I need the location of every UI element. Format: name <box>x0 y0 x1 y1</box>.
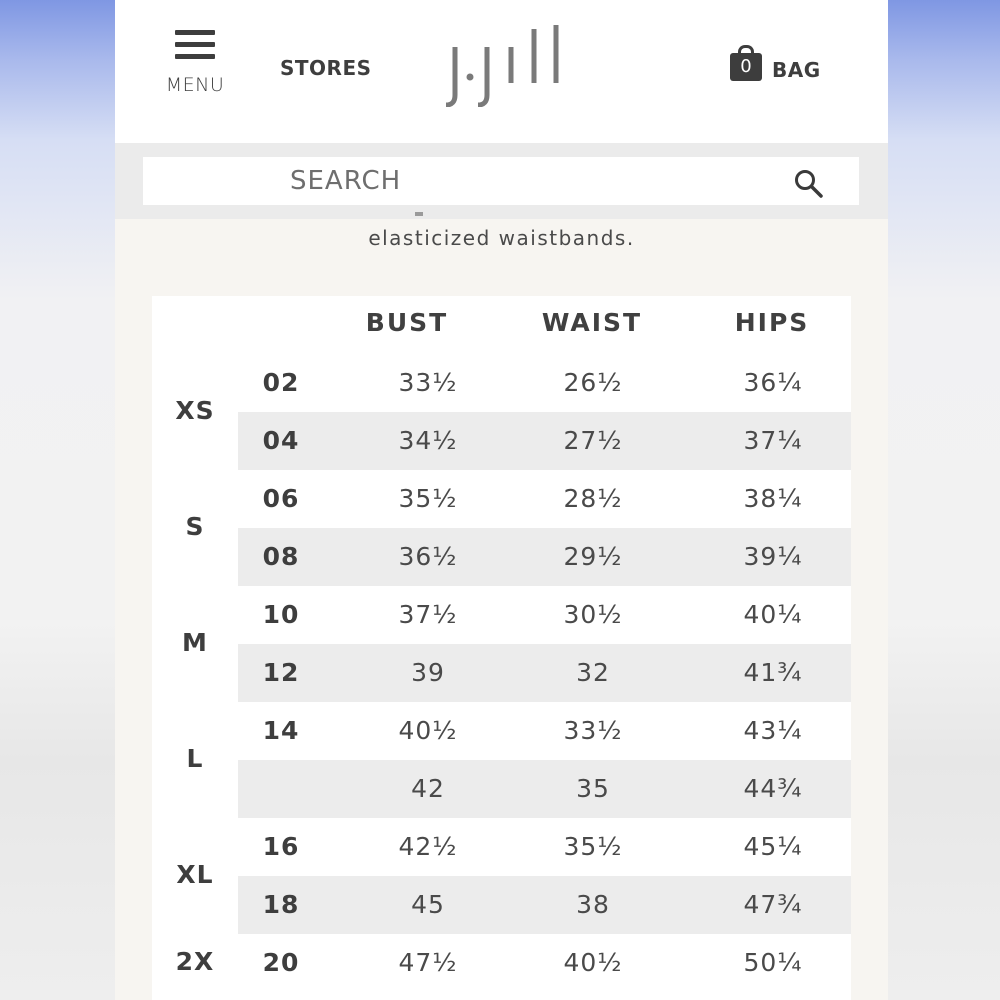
size-cell: 10 <box>262 600 300 629</box>
table-row <box>238 702 851 760</box>
hips-cell: 45¼ <box>743 832 803 861</box>
bag-icon <box>730 45 762 81</box>
waist-cell: 33½ <box>563 716 623 745</box>
size-cell <box>238 760 324 818</box>
size-cell: 04 <box>262 426 300 455</box>
bust-cell: 39 <box>411 658 445 687</box>
waist-cell: 32 <box>576 658 610 687</box>
size-cell: 14 <box>262 716 300 745</box>
table-row <box>238 876 851 934</box>
bag-label: BAG <box>772 58 821 82</box>
column-header-hips: HIPS <box>734 308 810 337</box>
waist-cell: 38 <box>576 890 610 919</box>
waist-cell: 30½ <box>563 600 623 629</box>
size-cell: 16 <box>262 832 300 861</box>
column-header-waist: WAIST <box>541 308 643 337</box>
bust-cell: 47½ <box>398 948 458 977</box>
size-cell: 12 <box>262 658 300 687</box>
hips-cell: 36¼ <box>743 368 803 397</box>
bust-cell: 42 <box>411 774 445 803</box>
bag-button[interactable] <box>730 45 821 81</box>
jjill-logo-mark <box>445 25 565 107</box>
search-icon[interactable] <box>793 168 825 200</box>
bust-cell: 37½ <box>398 600 458 629</box>
size-cell: 20 <box>262 948 300 977</box>
table-row <box>238 586 851 644</box>
menu-label: MENU <box>165 74 225 96</box>
hips-cell: 44¾ <box>743 774 803 803</box>
bust-cell: 34½ <box>398 426 458 455</box>
table-row <box>238 528 851 586</box>
jjill-logo[interactable] <box>445 25 565 107</box>
hips-cell: 40¼ <box>743 600 803 629</box>
size-chart-table <box>152 296 851 1000</box>
size-group-label: L <box>186 744 204 773</box>
bust-cell: 36½ <box>398 542 458 571</box>
table-row <box>238 412 851 470</box>
bag-count: 0 <box>740 56 752 77</box>
bust-cell: 35½ <box>398 484 458 513</box>
site-header <box>115 0 888 143</box>
hips-cell: 41¾ <box>743 658 803 687</box>
waist-cell: 40½ <box>563 948 623 977</box>
bust-cell: 42½ <box>398 832 458 861</box>
waist-cell: 29½ <box>563 542 623 571</box>
table-row <box>238 818 851 876</box>
table-header <box>152 296 851 354</box>
hips-cell: 37¼ <box>743 426 803 455</box>
table-row <box>238 470 851 528</box>
hips-cell: 50¼ <box>743 948 803 977</box>
size-group-label: XS <box>175 396 215 425</box>
waist-cell: 35½ <box>563 832 623 861</box>
clipped-text-fragment <box>415 212 423 216</box>
size-cell: 18 <box>262 890 300 919</box>
size-cell: 08 <box>262 542 300 571</box>
waist-cell: 35 <box>576 774 610 803</box>
table-row <box>238 760 851 818</box>
waist-cell: 26½ <box>563 368 623 397</box>
table-row <box>238 354 851 412</box>
bust-cell: 45 <box>411 890 445 919</box>
size-cell: 06 <box>262 484 300 513</box>
table-row <box>238 934 851 992</box>
size-group-label: M <box>182 628 208 657</box>
size-cell: 02 <box>262 368 300 397</box>
stores-link[interactable]: STORES <box>280 56 372 80</box>
size-chart-page <box>115 0 888 1000</box>
size-group-label: XL <box>176 860 214 889</box>
hips-cell: 38¼ <box>743 484 803 513</box>
bust-cell: 40½ <box>398 716 458 745</box>
size-group-label: S <box>185 512 205 541</box>
table-row <box>238 644 851 702</box>
hips-cell: 39¼ <box>743 542 803 571</box>
search-input[interactable] <box>143 157 859 205</box>
waist-cell: 28½ <box>563 484 623 513</box>
hips-cell: 43¼ <box>743 716 803 745</box>
intro-text: elasticized waistbands. <box>368 226 635 250</box>
waist-cell: 27½ <box>563 426 623 455</box>
menu-button[interactable] <box>155 28 235 96</box>
column-header-bust: BUST <box>365 308 449 337</box>
hamburger-icon <box>175 28 215 60</box>
search-bar <box>115 143 888 219</box>
bust-cell: 33½ <box>398 368 458 397</box>
size-group-label: 2X <box>175 947 215 976</box>
hips-cell: 47¾ <box>743 890 803 919</box>
